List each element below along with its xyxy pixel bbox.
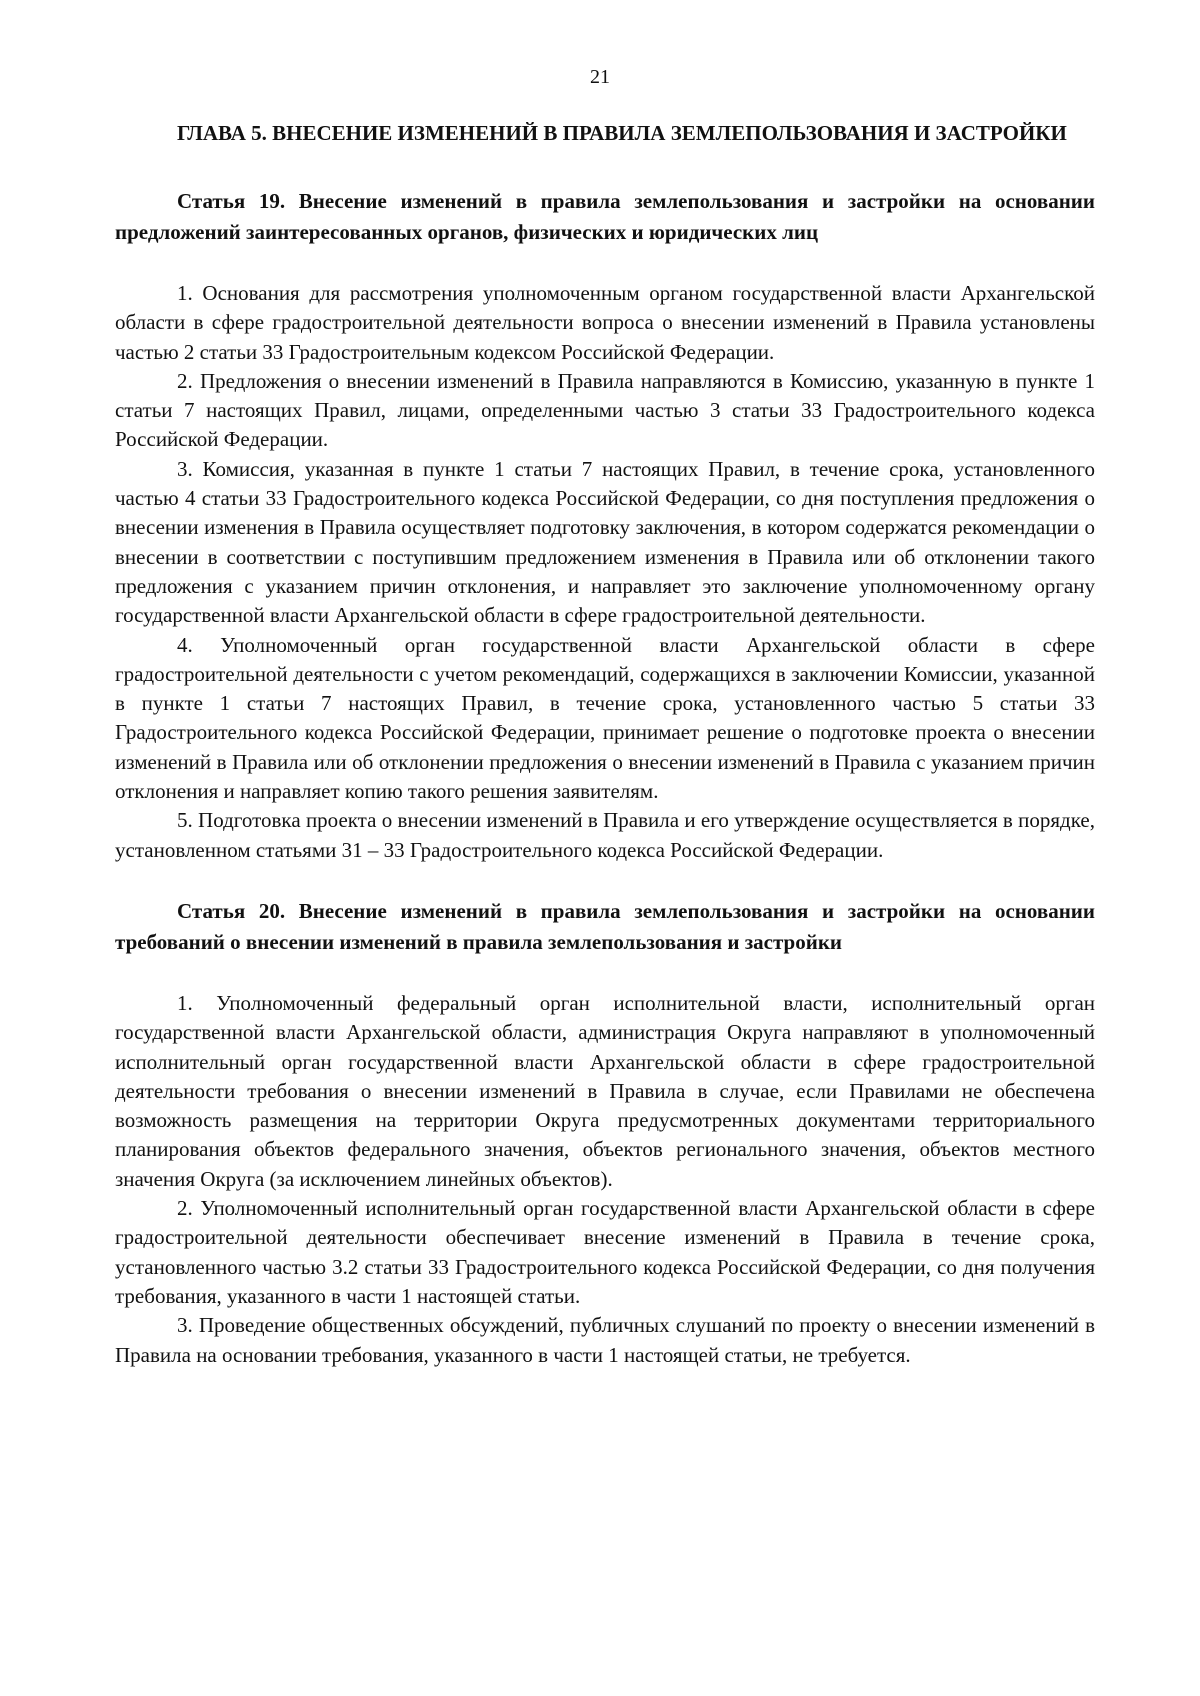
paragraph: 1. Основания для рассмотрения уполномоченным органом государственной власти Архангельской области в сфере градостроительной деятельности вопроса о внесении изменений в Правила установлены частью 2 статьи 33 Градостроительным кодексом Российской Федерации. [115,281,1095,364]
paragraph: 5. Подготовка проекта о внесении изменений в Правила и его утверждение осуществляется в порядке, установленном статьями 31 – 33 Градостроительного кодекса Российской Федерации. [115,808,1095,862]
paragraph: 4. Уполномоченный орган государственной власти Архангельской области в сфере градостроительной деятельности с учетом рекомендаций, содержащихся в заключении Комиссии, указанной в пункте 1 статьи 7 настоящих Правил, в течение срока, установленного частью 5 статьи 33 Градостроительного кодекса Российской Федерации, принимает решение о подготовке проекта о внесении изменений в Правила или об отклонении предложения о внесении изменений в Правила с указанием причин отклонения и направляет копию такого решения заявителям. [115,632,1095,804]
article-title: Статья 20. Внесение изменений в правила землепользования и застройки на основании требований о внесении изменений в правила землепользования и застройки [115,898,1095,954]
chapter-title: ГЛАВА 5. ВНЕСЕНИЕ ИЗМЕНЕНИЙ В ПРАВИЛА ЗЕМЛЕПОЛЬЗОВАНИЯ И ЗАСТРОЙКИ [177,121,1067,145]
paragraph: 3. Комиссия, указанная в пункте 1 статьи 7 настоящих Правил, в течение срока, установленного частью 4 статьи 33 Градостроительного кодекса Российской Федерации, со дня поступления предложения о внесении изменения в Правила осуществляет подготовку заключения, в котором содержатся рекомендации о внесении в соответствии с поступившим предложением изменения в Правила или об отклонении такого предложения с указанием причин отклонения, и направляет это заключение уполномоченному органу государственной власти Архангельской области в сфере градостроительной деятельности. [115,456,1095,628]
paragraph: 2. Уполномоченный исполнительный орган государственной власти Архангельской области в сфере градостроительной деятельности обеспечивает внесение изменений в Правила в течение срока, установленного частью 3.2 статьи 33 Градостроительного кодекса Российской Федерации, со дня получения требования, указанного в части 1 настоящей статьи. [115,1196,1095,1308]
document-body [115,118,1095,1370]
article-title: Статья 19. Внесение изменений в правила землепользования и застройки на основании предложений заинтересованных органов, физических и юридических лиц [115,189,1095,244]
paragraph: 3. Проведение общественных обсуждений, публичных слушаний по проекту о внесении изменений в Правила на основании требования, указанного в части 1 настоящей статьи, не требуется. [115,1313,1095,1367]
page-number: 21 [590,66,610,88]
paragraph: 1. Уполномоченный федеральный орган исполнительной власти, исполнительный орган государственной власти Архангельской области, администрация Округа направляют в уполномоченный исполнительный орган государственной власти Архангельской области в сфере градостроительной деятельности требования о внесении изменений в Правила в случае, если Правилами не обеспечена возможность размещения на территории Округа предусмотренных документами территориального планирования объектов федерального значения, объектов регионального значения, объектов местного значения Округа (за исключением линейных объектов). [115,990,1095,1191]
article-20 [115,896,1095,1370]
article-19 [115,186,1095,865]
paragraph: 2. Предложения о внесении изменений в Правила направляются в Комиссию, указанную в пункте 1 статьи 7 настоящих Правил, лицами, определенными частью 3 статьи 33 Градостроительного кодекса Российской Федерации. [115,368,1095,452]
